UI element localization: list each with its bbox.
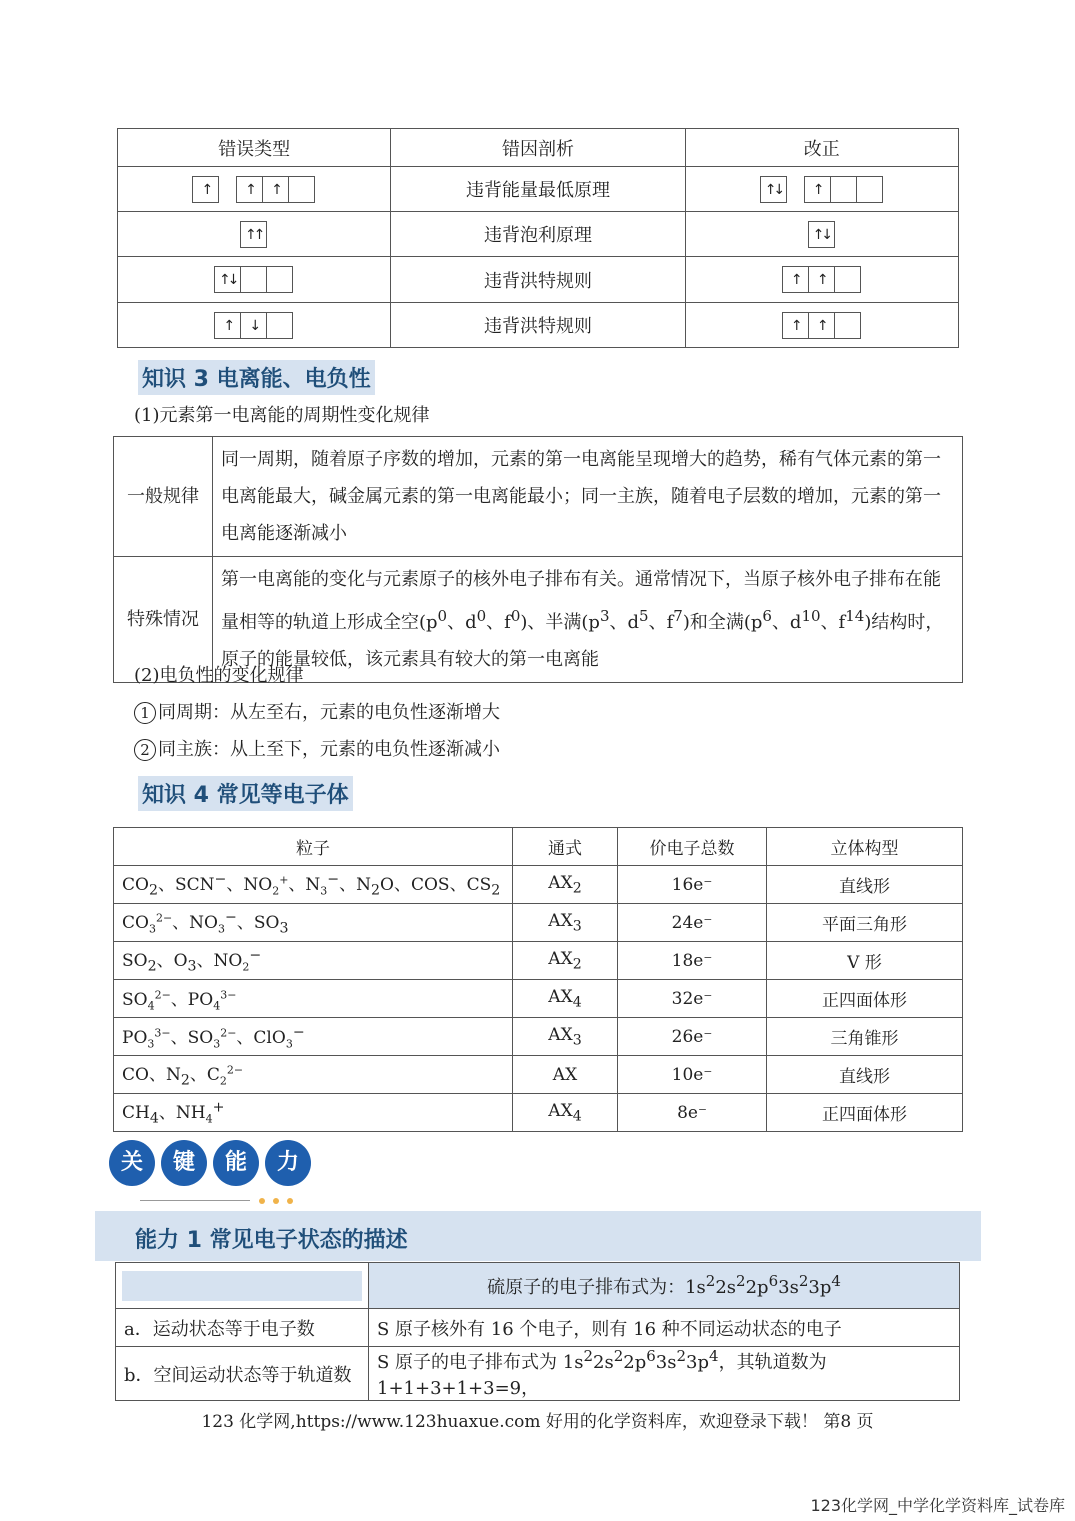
table-row [118, 212, 959, 257]
row-value: S 原子的电子排布式为 $1s^22s^22p^63s^23p^4$，其轨道数为 1+1+3+1+3=9， [369, 1347, 960, 1401]
particle-cell: CO、$N_2$、$C_2^{2-}$ [114, 1056, 513, 1094]
formula-cell: $AX_4$ [513, 980, 618, 1018]
rule-text: 同一周期，随着原子序数的增加，元素的第一电离能呈现增大的趋势，稀有气体元素的第一电离能最大，碱金属元素的第一电离能最小；同一主族，随着电子层数的增加，元素的第一电离能逐渐减小 [213, 437, 963, 557]
dot-icon [259, 1198, 265, 1204]
rule-key: 特殊情况 [114, 557, 213, 683]
analysis-cell: 违背洪特规则 [391, 303, 685, 348]
electrons-cell: 26e⁻ [618, 1018, 767, 1056]
table-row [114, 437, 963, 557]
header-particle: 粒子 [114, 828, 513, 866]
particle-cell: $CO_2$、SCN−、$NO_2^+$、$N_3^-$、$N_2O$、COS、$CS_2$ [114, 866, 513, 904]
fix-diagram: ↑↓ [685, 212, 958, 257]
shape-cell: 三角锥形 [767, 1018, 963, 1056]
rule-text: 第一电离能的变化与元素原子的核外电子排布有关。通常情况下，当原子核外电子排布在能量相等的轨道上形成全空($p^0$、$d^0$、$f^0$)、半满($p^3$、$d^5$、$f^7$)和全满($p^6$、$d^{10}$、$f^{14}$)结构时，原子的能量较低，该元素具有较大的第一电离能 [213, 557, 963, 683]
formula-cell: $AX_2$ [513, 866, 618, 904]
electrons-cell: 18e⁻ [618, 942, 767, 980]
table-row [114, 1094, 963, 1132]
error-diagram: ↑↑ [118, 212, 391, 257]
watermark-text: 123化学网_中学化学资料库_试卷库 [810, 1496, 1065, 1515]
formula-cell: $AX_3$ [513, 904, 618, 942]
dot-icon [287, 1198, 293, 1204]
banner-char: 能 [213, 1140, 259, 1186]
table-row [114, 942, 963, 980]
error-diagram: ↑↓ [118, 257, 391, 303]
particle-cell: $SO_4^{2-}$、$PO_4^{3-}$ [114, 980, 513, 1018]
banner-char: 键 [161, 1140, 207, 1186]
electrons-cell: 16e⁻ [618, 866, 767, 904]
analysis-cell: 违背泡利原理 [391, 212, 685, 257]
electrons-cell: 10e⁻ [618, 1056, 767, 1094]
electrons-cell: 24e⁻ [618, 904, 767, 942]
fix-diagram: ↑ ↑ [685, 303, 958, 348]
table-row [116, 1347, 960, 1401]
error-diagram: ↑ ↑ ↑ [118, 167, 391, 212]
header-electrons: 价电子总数 [618, 828, 767, 866]
fix-diagram: ↑ ↑ [685, 257, 958, 303]
header-analysis: 错因剖析 [391, 129, 685, 167]
orbital-error-table [117, 128, 959, 348]
particle-cell: $CH_4$、$NH_4^+$ [114, 1094, 513, 1132]
banner-char: 力 [265, 1140, 311, 1186]
table-row [118, 303, 959, 348]
formula-cell: AX [513, 1056, 618, 1094]
analysis-cell: 违背洪特规则 [391, 257, 685, 303]
electrons-cell: 8e⁻ [618, 1094, 767, 1132]
table-row [114, 980, 963, 1018]
page-footer: 123 化学网,https://www.123huaxue.com 好用的化学资料库，欢迎登录下载！ 第8 页 [201, 1412, 874, 1432]
shape-cell: V 形 [767, 942, 963, 980]
ability-title: 能力 1 常见电子状态的描述 [135, 1228, 408, 1253]
particle-cell: $CO_3^{2-}$、$NO_3^-$、$SO_3$ [114, 904, 513, 942]
table-row [114, 1056, 963, 1094]
formula-cell: $AX_4$ [513, 1094, 618, 1132]
shape-cell: 正四面体形 [767, 980, 963, 1018]
ionization-rules-table [113, 436, 963, 683]
table-row [114, 1018, 963, 1056]
section3-sub1: (1)元素第一电离能的周期性变化规律 [134, 405, 430, 426]
row-key: a．运动状态等于电子数 [116, 1309, 369, 1347]
table-row [114, 866, 963, 904]
table-row [118, 257, 959, 303]
banner-char: 关 [109, 1140, 155, 1186]
row-key: b．空间运动状态等于轨道数 [116, 1347, 369, 1401]
particle-cell: $SO_2$、$O_3$、$NO_2^-$ [114, 942, 513, 980]
header-formula: 通式 [513, 828, 618, 866]
sulfur-config-header: 硫原子的电子排布式为：$1s^22s^22p^63s^23p^4$ [369, 1263, 960, 1309]
particle-cell: $PO_3^{3-}$、$SO_3^{2-}$、ClO$_3$− [114, 1018, 513, 1056]
header-fix: 改正 [685, 129, 958, 167]
shape-cell: 平面三角形 [767, 904, 963, 942]
error-diagram: ↑ ↓ [118, 303, 391, 348]
isoelectronic-table [113, 827, 963, 1132]
table-row [118, 167, 959, 212]
header-shape: 立体构型 [767, 828, 963, 866]
shape-cell: 直线形 [767, 1056, 963, 1094]
section3-sub2: (2)电负性的变化规律 [134, 665, 304, 686]
table-row [116, 1309, 960, 1347]
table-row [114, 904, 963, 942]
dot-icon [273, 1198, 279, 1204]
electron-state-table [115, 1262, 960, 1401]
formula-cell: $AX_2$ [513, 942, 618, 980]
banner-divider [140, 1200, 250, 1201]
section4-title: 知识 4 常见等电子体 [138, 776, 353, 811]
electronegativity-item: 2 同主族：从上至下，元素的电负性逐渐减小 [134, 735, 500, 761]
formula-cell: $AX_3$ [513, 1018, 618, 1056]
rule-key: 一般规律 [114, 437, 213, 557]
electronegativity-item: 1 同周期：从左至右，元素的电负性逐渐增大 [134, 698, 500, 724]
section3-title: 知识 3 电离能、电负性 [138, 360, 375, 395]
empty-header [116, 1263, 369, 1309]
electrons-cell: 32e⁻ [618, 980, 767, 1018]
row-value: S 原子核外有 16 个电子，则有 16 种不同运动状态的电子 [369, 1309, 960, 1347]
shape-cell: 直线形 [767, 866, 963, 904]
fix-diagram: ↑↓ ↑ [685, 167, 958, 212]
shape-cell: 正四面体形 [767, 1094, 963, 1132]
analysis-cell: 违背能量最低原理 [391, 167, 685, 212]
header-error-type: 错误类型 [118, 129, 391, 167]
